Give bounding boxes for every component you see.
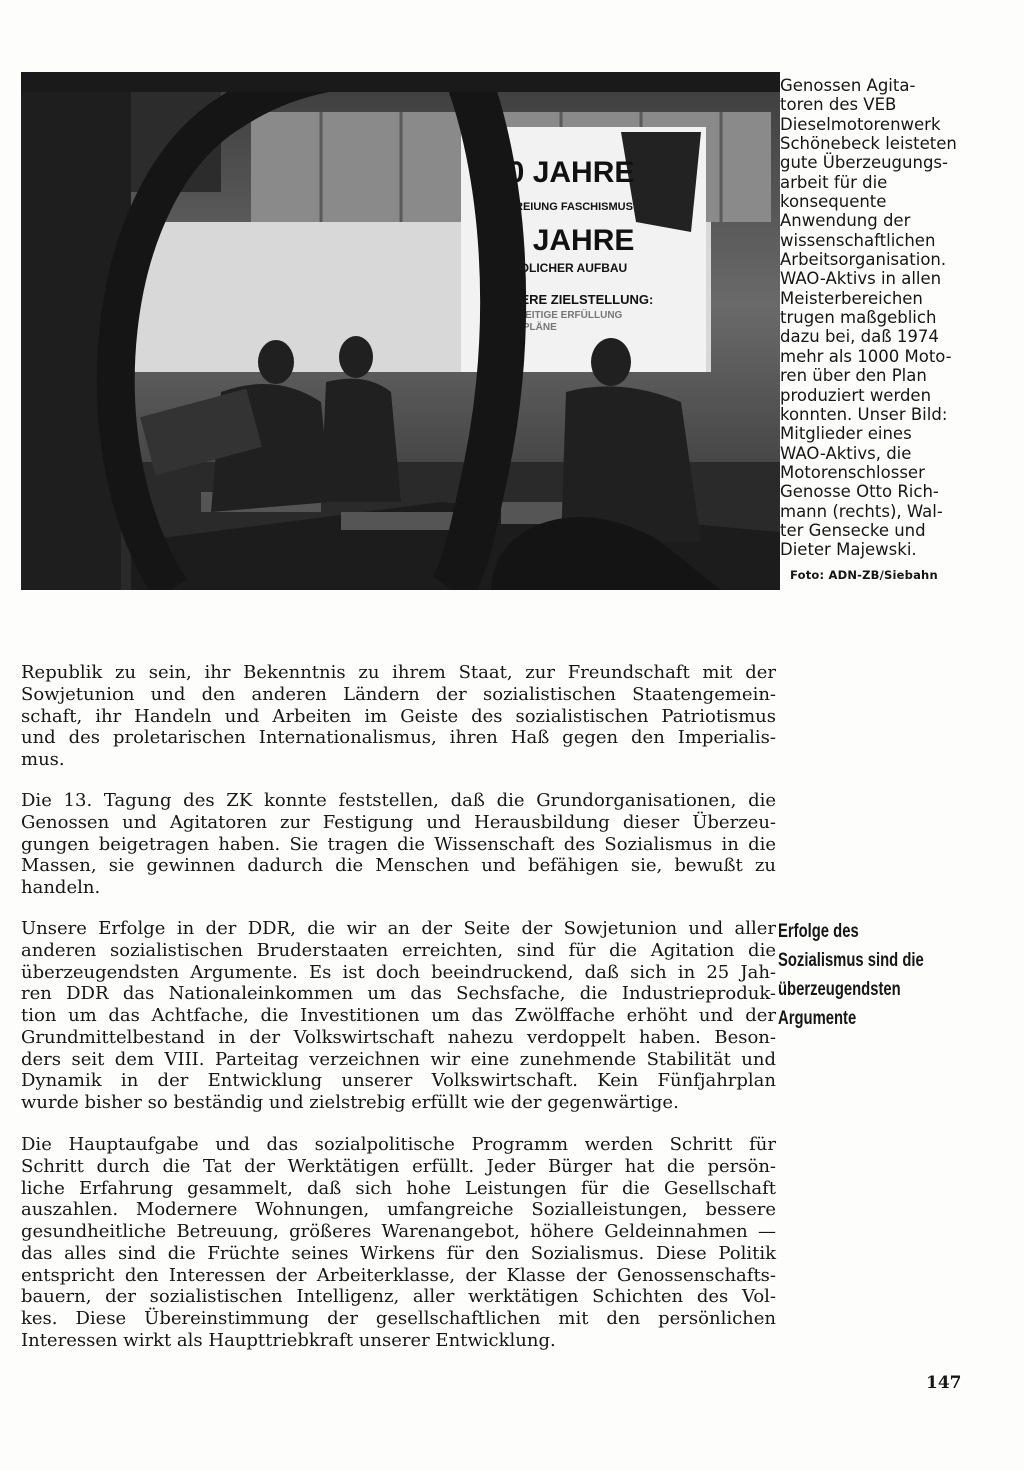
text-line: gungen beigetragen haben. Sie tragen die Wissenschaft des Sozialismus in die: [21, 833, 776, 855]
text-line: gesundheitliche Betreuung, größeres Warenangebot, höhere Geldeinnahmen —: [21, 1221, 776, 1242]
caption-line: Motorenschlosser: [780, 462, 925, 482]
text-line: Dynamik in der Entwicklung unserer Volkswirtschaft. Kein Fünfjahrplan: [21, 1070, 776, 1092]
factory-photo-illustration: [21, 72, 780, 590]
caption-line: WAO-Aktivs, die: [780, 443, 912, 463]
caption-line: gute Überzeugungs-: [780, 153, 948, 173]
text-line: Interessen wirkt als Haupttriebkraft unserer Entwicklung.: [21, 1329, 556, 1351]
caption-line: dazu bei, daß 1974: [780, 327, 939, 347]
text-line: ren DDR das Nationaleinkommen um das Sechsfache, die Industrieproduk-: [21, 983, 776, 1005]
text-line: bauern, der sozialistischen Intelligenz, aller werktätigen Schichten des Vol-: [21, 1286, 776, 1308]
text-line: auszahlen. Modernere Wohnungen, umfangreiche Sozialleistungen, bessere: [21, 1199, 776, 1221]
caption-line: toren des VEB: [780, 95, 897, 115]
text-line: mus.: [21, 749, 65, 770]
margin-heading-line: überzeugendsten: [778, 979, 901, 1000]
caption-line: Dieter Majewski.: [780, 540, 917, 560]
margin-heading-line: Sozialismus sind die: [778, 950, 924, 971]
caption-line: Meisterbereichen: [780, 288, 923, 308]
caption-line: Genosse Otto Rich-: [780, 482, 939, 502]
caption-line: Schönebeck leisteten: [780, 134, 957, 154]
factory-photo: [21, 72, 780, 590]
text-line: liche Erfahrung gesammelt, daß sich hohe Leistungen für die Gesellschaft: [21, 1177, 776, 1199]
caption-line: Mitglieder eines: [780, 424, 912, 444]
caption-line: ren über den Plan: [780, 366, 927, 386]
text-line: ders seit dem VIII. Parteitag verzeichnen wir eine zunehmende Stabilität und: [21, 1048, 776, 1070]
caption-line: trugen maßgeblich: [780, 308, 937, 328]
photo-credit: Foto: ADN-ZB/Siebahn: [790, 568, 938, 582]
text-line: Massen, sie gewinnen dadurch die Menschen und befähigen sie, bewußt zu: [21, 855, 776, 877]
poster-line-7: DER PLÄNE: [499, 322, 557, 333]
text-line: und des proletarischen Internationalismus, ihren Haß gegen den Imperialis-: [21, 727, 776, 749]
caption-line: mehr als 1000 Moto-: [780, 346, 952, 366]
poster-line-1: 30 JAHRE: [491, 156, 635, 189]
caption-line: produziert werden: [780, 385, 932, 405]
paragraph-2: [21, 790, 776, 899]
text-line: schaft, ihr Handeln und Arbeiten im Geiste des sozialistischen Patriotismus: [21, 705, 776, 727]
poster-line-5: UNSERE ZIELSTELLUNG:: [493, 292, 654, 307]
caption-line: Dieselmotorenwerk: [780, 114, 941, 134]
poster-line-6: ALLSEITIGE ERFÜLLUNG: [499, 310, 623, 321]
poster-line-3: 30 JAHRE: [491, 224, 635, 257]
photo-caption: [780, 76, 995, 560]
text-line: Sowjetunion und den anderen Ländern der sozialistischen Staatengemein-: [21, 683, 776, 705]
page-number: 147: [926, 1373, 962, 1393]
text-line: tion um das Achtfache, die Investitionen um das Zwölffache erhöht und der: [21, 1005, 776, 1026]
text-line: kes. Diese Übereinstimmung der gesellschaftlichen mit den persönlichen: [21, 1308, 776, 1329]
caption-line: ter Gensecke und: [780, 520, 926, 540]
margin-heading-line: Argumente: [778, 1008, 857, 1029]
caption-line: Genossen Agita-: [780, 76, 916, 95]
text-line: überzeugendsten Argumente. Es ist doch beeindruckend, daß sich in 25 Jah-: [21, 961, 776, 983]
paragraph-3: [21, 918, 776, 1114]
text-line: Unsere Erfolge in der DDR, die wir an der Seite der Sowjetunion und aller: [21, 918, 776, 939]
caption-line: Anwendung der: [780, 211, 911, 231]
text-line: Republik zu sein, ihr Bekenntnis zu ihrem Staat, zur Freundschaft mit der: [21, 662, 776, 683]
caption-line: mann (rechts), Wal-: [780, 501, 943, 521]
text-line: handeln.: [21, 877, 101, 898]
margin-heading-line: Erfolge des: [778, 921, 859, 942]
caption-line: konsequente: [780, 192, 887, 212]
caption-line: WAO-Aktivs in allen: [780, 269, 942, 289]
paragraph-1: [21, 662, 776, 771]
margin-heading: [778, 917, 950, 1033]
text-line: Die 13. Tagung des ZK konnte feststellen, daß die Grundorganisationen, die: [21, 790, 776, 811]
caption-line: wissenschaftlichen: [780, 230, 936, 250]
text-line: Genossen und Agitatoren zur Festigung und Herausbildung dieser Überzeu-: [21, 811, 776, 833]
poster-line-4: FRIEDLICHER AUFBAU: [493, 261, 628, 275]
paragraph-4: [21, 1134, 776, 1352]
text-line: anderen sozialistischen Bruderstaaten erreichten, sind für die Agitation die: [21, 939, 776, 961]
caption-line: konnten. Unser Bild:: [780, 404, 948, 424]
text-line: wurde bisher so beständig und zielstrebig erfüllt wie der gegenwärtige.: [21, 1092, 679, 1113]
text-line: das alles sind die Früchte seines Wirkens für den Sozialismus. Diese Politik: [21, 1242, 776, 1264]
caption-line: arbeit für die: [780, 172, 888, 192]
text-line: Die Hauptaufgabe und das sozialpolitische Programm werden Schritt für: [21, 1134, 776, 1155]
text-line: entspricht den Interessen der Arbeiterklasse, der Klasse der Genossenschafts-: [21, 1264, 776, 1286]
text-line: Schritt durch die Tat der Werktätigen erfüllt. Jeder Bürger hat die persön-: [21, 1155, 776, 1177]
text-line: Grundmittelbestand in der Volkswirtschaft nahezu verdoppelt haben. Beson-: [21, 1026, 776, 1048]
poster-line-2: BEFREIUNG FASCHISMUS: [493, 201, 633, 213]
caption-line: Arbeitsorganisation.: [780, 250, 947, 270]
